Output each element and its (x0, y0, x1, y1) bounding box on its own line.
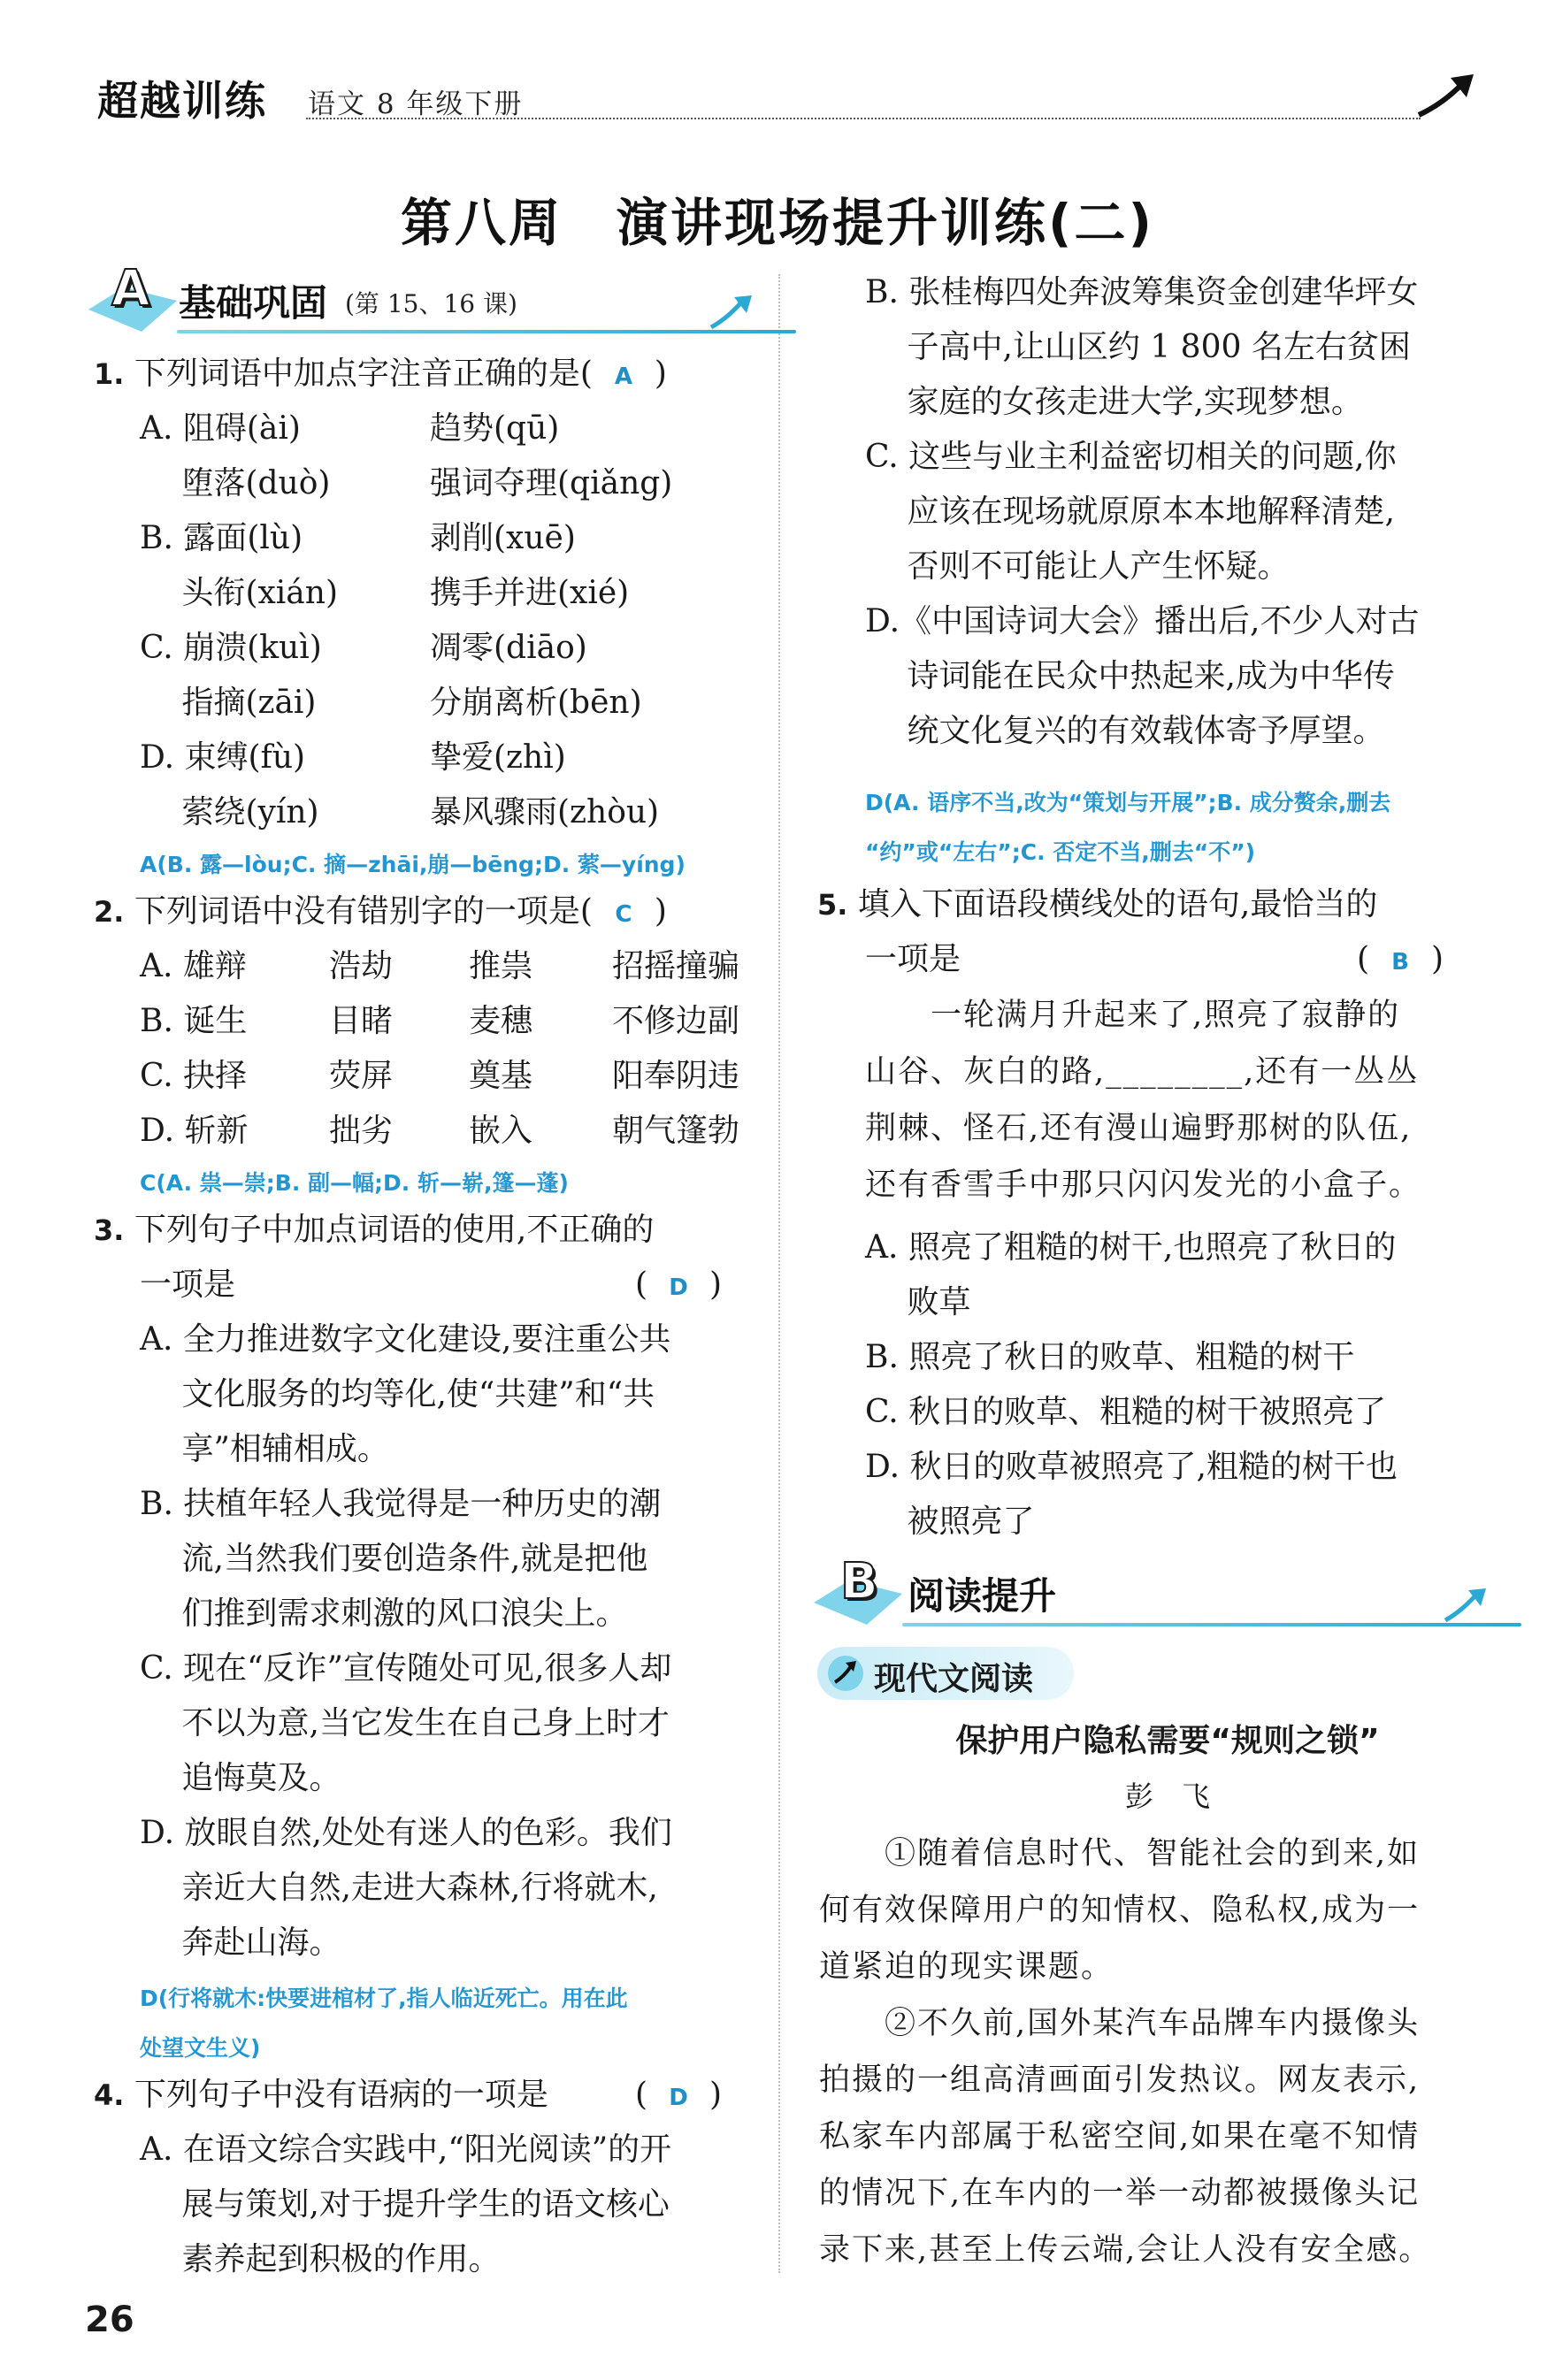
question-stem: 下列句子中没有语病的一项是 (134, 2077, 548, 2113)
question-number: 5. (817, 888, 848, 922)
paragraph-line: 还有香雪手中那只闪闪发光的小盒子。 (865, 1167, 1422, 1203)
option-word: 凋零(diāo) (430, 630, 587, 666)
option-row (140, 676, 759, 731)
option-word: 朝气篷勃 (612, 1113, 740, 1149)
option-word: 荧屏 (329, 1058, 394, 1094)
option-word: 趋势(qū) (430, 410, 560, 447)
q2-options (140, 939, 777, 1159)
paragraph-line: 的情况下,在车内的一举一动都被摄像头记 (819, 2176, 1421, 2211)
answer-explanation: D(A. 语序不当,改为“策划与开展”;B. 成分赘余,删去 (865, 790, 1391, 815)
question-3-line2 (140, 1258, 759, 1312)
answer-bracket: ( D ) (635, 2068, 722, 2125)
paragraph-line: 一轮满月升起来了,照亮了寂静的 (865, 998, 1401, 1033)
question-number: 1. (94, 357, 125, 391)
section-letter: B (840, 1553, 878, 1611)
option-word: C. 抉择 (140, 1058, 248, 1094)
option-line: 们推到需求刺激的风口浪尖上。 (140, 1596, 628, 1632)
option-row (140, 402, 759, 456)
question-2 (94, 884, 667, 942)
option-line: B. 张桂梅四处奔波筹集资金创建华坪女 (865, 274, 1419, 310)
column-divider (778, 274, 780, 2273)
answer-mark: D (669, 1274, 688, 1301)
section-underline (177, 330, 796, 333)
question-4 (94, 2068, 766, 2123)
paragraph-line: ①随着信息时代、智能社会的到来,如 (819, 1836, 1421, 1871)
q4-options-right (865, 265, 1419, 759)
option-line: 败草 (865, 1284, 971, 1320)
option-word: C. 崩溃(kuì) (140, 630, 322, 666)
option-row (140, 456, 759, 511)
bracket: ) (654, 356, 667, 392)
option-word: D. 束缚(fù) (140, 739, 306, 776)
brand-title: 超越训练 (97, 77, 267, 125)
answer-explanation: C(A. 祟—崇;B. 副—幅;D. 斩—崭,篷—蓬) (140, 1170, 569, 1196)
option-line: C. 秋日的败草、粗糙的树干被照亮了 (865, 1394, 1387, 1430)
paragraph-line: 拍摄的一组高清画面引发热议。网友表示, (819, 2062, 1421, 2098)
option-line: B. 扶植年轻人我觉得是一种历史的潮 (140, 1486, 662, 1522)
option-word: D. 斩新 (140, 1113, 249, 1149)
option-row (140, 566, 759, 621)
section-letter: A (111, 260, 150, 318)
option-row (140, 731, 759, 785)
arrow-icon (708, 292, 761, 332)
paragraph-line: 道紧迫的现实课题。 (819, 1949, 1115, 1985)
article-title: 保护用户隐私需要“规则之锁” (955, 1723, 1380, 1759)
paragraph-line: 录下来,甚至上传云端,会让人没有安全感。 (819, 2232, 1432, 2268)
option-word: 分崩离析(bēn) (430, 685, 642, 721)
paragraph-line: ②不久前,国外某汽车品牌车内摄像头 (819, 2006, 1421, 2041)
reading-tag (817, 1647, 1074, 1700)
option-line: A. 照亮了粗糙的树干,也照亮了秋日的 (865, 1229, 1397, 1266)
paragraph-line: 何有效保障用户的知情权、隐私权,成为一 (819, 1893, 1421, 1928)
option-row (140, 994, 777, 1049)
question-stem: 下列句子中加点词语的使用,不正确的 (134, 1212, 655, 1248)
book-subtitle: 语文 8 年级下册 (308, 88, 524, 120)
option-word: 指摘(zāi) (140, 685, 317, 721)
option-line: 不以为意,当它发生在自己身上时才 (140, 1705, 670, 1741)
option-line: 家庭的女孩走进大学,实现梦想。 (865, 384, 1363, 420)
question-number: 2. (94, 895, 125, 929)
option-word: 强词夺理(qiǎng) (430, 465, 673, 501)
section-underline (902, 1623, 1521, 1626)
option-line: B. 照亮了秋日的败草、粗糙的树干 (865, 1339, 1355, 1375)
question-3 (94, 1203, 654, 1258)
question-stem: 下列词语中加点字注音正确的是( (134, 356, 593, 392)
option-word: 目睹 (329, 1003, 394, 1039)
answer-bracket: ( D ) (635, 1258, 722, 1315)
bracket: ) (654, 893, 667, 930)
option-word: 阳奉阴违 (612, 1058, 740, 1094)
question-stem: 一项是 (865, 941, 961, 977)
option-line: 子高中,让山区约 1 800 名左右贫困 (865, 329, 1411, 365)
option-word: 暴风骤雨(zhòu) (430, 794, 660, 830)
option-line: 亲近大自然,走进大森林,行将就木, (140, 1870, 658, 1906)
q1-options (140, 402, 759, 840)
option-word: 萦绕(yín) (140, 794, 319, 830)
option-line: A. 全力推进数字文化建设,要注重公共 (140, 1321, 671, 1358)
answer-explanation: D(行将就木:快要进棺材了,指人临近死亡。用在此 (140, 1986, 628, 2011)
option-word: 奠基 (469, 1058, 533, 1094)
option-word: 拙劣 (329, 1113, 394, 1149)
option-line: 流,当然我们要创造条件,就是把他 (140, 1541, 648, 1577)
question-5-line2 (865, 932, 1484, 987)
page-number: 26 (85, 2300, 134, 2340)
option-line: 享”相辅相成。 (140, 1431, 389, 1467)
section-note: (第 15、16 课) (345, 289, 517, 318)
option-line: D.《中国诗词大会》播出后,不少人对古 (865, 603, 1420, 639)
question-number: 3. (94, 1213, 125, 1247)
question-1 (94, 347, 667, 404)
option-word: 头衔(xián) (140, 575, 338, 611)
answer-bracket: ( B ) (1357, 932, 1444, 990)
question-5 (817, 877, 1377, 932)
paragraph-line: 荆棘、怪石,还有漫山遍野那树的队伍, (865, 1111, 1413, 1146)
question-stem: 下列词语中没有错别字的一项是( (134, 893, 593, 930)
arrow-icon (824, 1652, 867, 1695)
answer-mark: C (615, 901, 632, 928)
paragraph-line: 私家车内部属于私密空间,如果在毫不知情 (819, 2119, 1421, 2154)
option-word: 剥削(xuē) (430, 520, 576, 556)
q5-options (865, 1221, 1398, 1550)
option-word: 不修边副 (612, 1003, 740, 1039)
reading-tag-label: 现代文阅读 (874, 1661, 1034, 1697)
section-title: 基础巩固 (179, 281, 328, 325)
arrow-icon (1415, 69, 1486, 126)
option-line: D. 秋日的败草被照亮了,粗糙的树干也 (865, 1449, 1398, 1485)
option-row (140, 511, 759, 566)
q4-options-left (140, 2123, 671, 2287)
option-line: 被照亮了 (865, 1504, 1035, 1540)
option-line: 奔赴山海。 (140, 1925, 341, 1961)
q5-paragraph (865, 987, 1421, 1213)
option-line: 展与策划,对于提升学生的语文核心 (140, 2186, 670, 2223)
option-word: 嵌入 (469, 1113, 533, 1149)
option-line: 统文化复兴的有效载体寄予厚望。 (865, 713, 1385, 749)
option-line: A. 在语文综合实践中,“阳光阅读”的开 (140, 2131, 672, 2168)
option-row (140, 1049, 777, 1104)
option-word: 携手并进(xié) (430, 575, 630, 611)
paragraph-line: 山谷、灰白的路,________,还有一丛丛 (865, 1054, 1420, 1090)
article-body (819, 1825, 1431, 2278)
answer-mark: D (669, 2085, 688, 2111)
option-row (140, 939, 777, 994)
option-line: 应该在现场就原原本本地解释清楚, (865, 494, 1395, 530)
option-row (140, 785, 759, 840)
answer-explanation: “约”或“左右”;C. 否定不当,删去“不”) (865, 839, 1256, 865)
option-row (140, 621, 759, 676)
answer-explanation: 处望文生义) (140, 2035, 261, 2061)
option-line: 素养起到积极的作用。 (140, 2241, 501, 2277)
option-line: 追悔莫及。 (140, 1760, 341, 1796)
header-divider (306, 118, 1421, 119)
arrow-icon (1442, 1585, 1495, 1625)
q3-options (140, 1312, 672, 1971)
option-word: 挚爱(zhì) (430, 739, 566, 776)
option-word: A. 阻碍(ài) (140, 410, 301, 447)
question-stem: 一项是 (140, 1267, 236, 1303)
answer-explanation: A(B. 露—lòu;C. 摘—zhāi,崩—bēng;D. 萦—yíng) (140, 852, 686, 877)
option-word: B. 诞生 (140, 1003, 248, 1039)
option-line: 文化服务的均等化,使“共建”和“共 (140, 1376, 655, 1412)
option-word: A. 雄辩 (140, 948, 247, 984)
option-word: 堕落(duò) (140, 465, 331, 501)
article-author: 彭 飞 (1124, 1779, 1210, 1813)
option-word: 推祟 (469, 948, 533, 984)
answer-mark: A (614, 364, 632, 390)
option-word: B. 露面(lù) (140, 520, 303, 556)
answer-mark: B (1391, 949, 1409, 976)
question-number: 4. (94, 2078, 125, 2112)
option-line: C. 这些与业主利益密切相关的问题,你 (865, 439, 1397, 475)
option-word: 招摇撞骗 (612, 948, 740, 984)
option-line: C. 现在“反诈”宣传随处可见,很多人却 (140, 1650, 672, 1687)
option-line: 否则不可能让人产生怀疑。 (865, 548, 1290, 585)
page-title: 第八周 演讲现场提升训练(二) (400, 193, 1155, 253)
option-line: D. 放眼自然,处处有迷人的色彩。我们 (140, 1815, 672, 1851)
option-row (140, 1104, 777, 1159)
option-line: 诗词能在民众中热起来,成为中华传 (865, 658, 1395, 694)
option-word: 麦穗 (469, 1003, 533, 1039)
question-stem: 填入下面语段横线处的语句,最恰当的 (857, 886, 1378, 922)
section-title: 阅读提升 (908, 1574, 1057, 1618)
option-word: 浩劫 (329, 948, 394, 984)
